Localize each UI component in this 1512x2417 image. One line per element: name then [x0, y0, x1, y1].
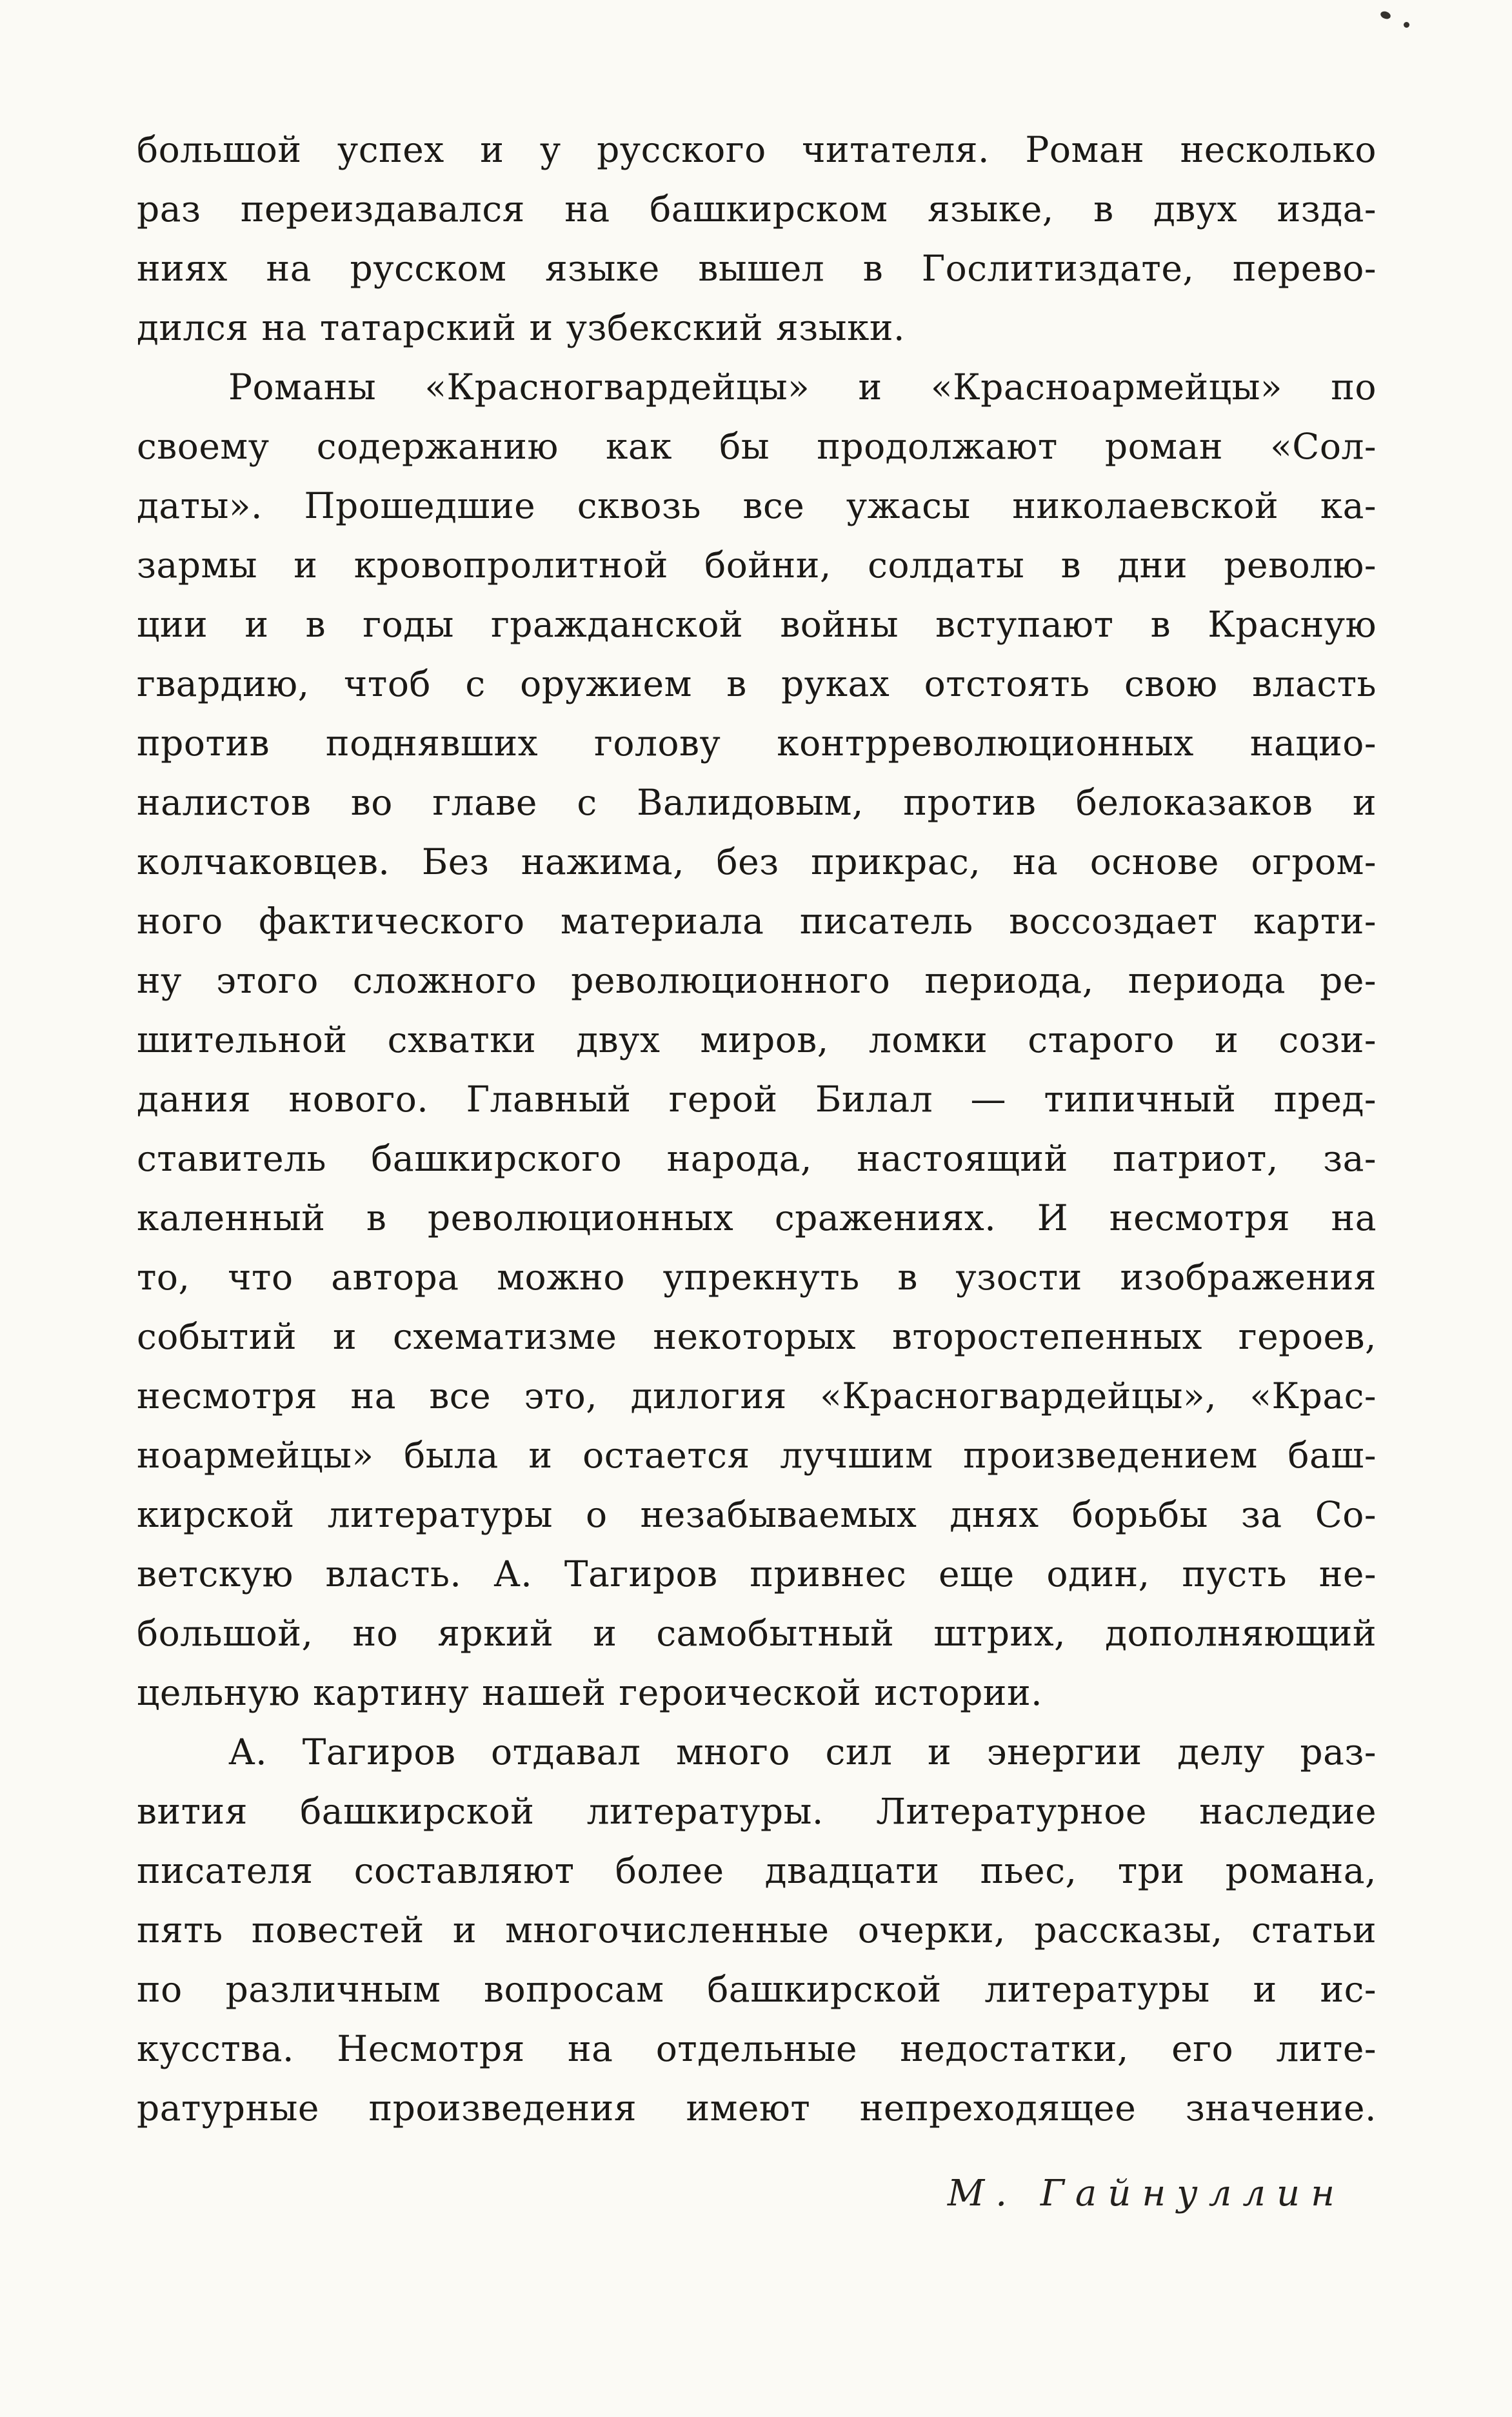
text-line: ного фактического материала писатель воссоздает карти-: [137, 900, 1377, 942]
text-line: кусства. Несмотря на отдельные недостатки, его лите-: [137, 2028, 1377, 2069]
text-line: налистов во главе с Валидовым, против белоказаков и: [137, 782, 1377, 823]
text-line: несмотря на все это, дилогия «Красногвардейцы», «Крас-: [137, 1375, 1377, 1417]
text-line: против поднявших голову контрреволюционных нацио-: [137, 722, 1377, 764]
text-line: событий и схематизме некоторых второстепенных героев,: [137, 1316, 1377, 1357]
text-line: своему содержанию как бы продолжают роман «Сол-: [137, 426, 1377, 467]
text-line: А. Тагиров отдавал много сил и энергии делу раз-: [228, 1731, 1377, 1773]
text-line: ратурные произведения имеют непреходящее значение.: [137, 2087, 1377, 2129]
text-line: большой успех и у русского читателя. Роман несколько: [137, 129, 1377, 170]
text-line: писателя составляют более двадцати пьес, три романа,: [137, 1850, 1377, 1891]
text-line: по различным вопросам башкирской литературы и ис-: [137, 1969, 1377, 2010]
signature-block: [137, 2124, 1377, 2214]
text-line: дился на татарский и узбекский языки.: [137, 307, 905, 348]
text-line: то, что автора можно упрекнуть в узости изображения: [137, 1257, 1377, 1298]
text-line: Романы «Красногвардейцы» и «Красноармейцы» по: [228, 366, 1377, 408]
text-line: даты». Прошедшие сквозь все ужасы николаевской ка-: [137, 485, 1377, 526]
text-line: дания нового. Главный герой Билал — типичный пред-: [137, 1079, 1377, 1120]
text-line: ноармейцы» была и остается лучшим произведением баш-: [137, 1435, 1377, 1476]
text-line: колчаковцев. Без нажима, без прикрас, на основе огром-: [137, 841, 1377, 882]
author-signature: М. Гайнуллин: [947, 2173, 1346, 2214]
text-block: [137, 120, 1377, 2138]
text-line: шительной схватки двух миров, ломки старого и сози-: [137, 1019, 1377, 1060]
text-line: ции и в годы гражданской войны вступают в Красную: [137, 604, 1377, 645]
text-line: пять повестей и многочисленные очерки, рассказы, статьи: [137, 1909, 1377, 1951]
text-line: цельную картину нашей героической истории.: [137, 1672, 1043, 1713]
text-line: каленный в революционных сражениях. И несмотря на: [137, 1197, 1377, 1238]
scan-artifact-speck: [1404, 22, 1409, 28]
text-line: ниях на русском языке вышел в Гослитиздате, перево-: [137, 248, 1377, 289]
text-line: ставитель башкирского народа, настоящий патриот, за-: [137, 1138, 1377, 1179]
text-line: зармы и кровопролитной бойни, солдаты в дни револю-: [137, 544, 1377, 586]
text-line: гвардию, чтоб с оружием в руках отстоять свою власть: [137, 663, 1377, 704]
text-line: раз переиздавался на башкирском языке, в двух изда-: [137, 188, 1377, 230]
text-line: кирской литературы о незабываемых днях борьбы за Со-: [137, 1494, 1377, 1535]
text-line: большой, но яркий и самобытный штрих, дополняющий: [137, 1613, 1377, 1654]
text-line: вития башкирской литературы. Литературное наследие: [137, 1791, 1377, 1832]
scan-artifact-speck: [1380, 10, 1392, 21]
text-line: ветскую власть. А. Тагиров привнес еще один, пусть не-: [137, 1553, 1377, 1595]
text-line: ну этого сложного революционного периода, периода ре-: [137, 960, 1377, 1001]
